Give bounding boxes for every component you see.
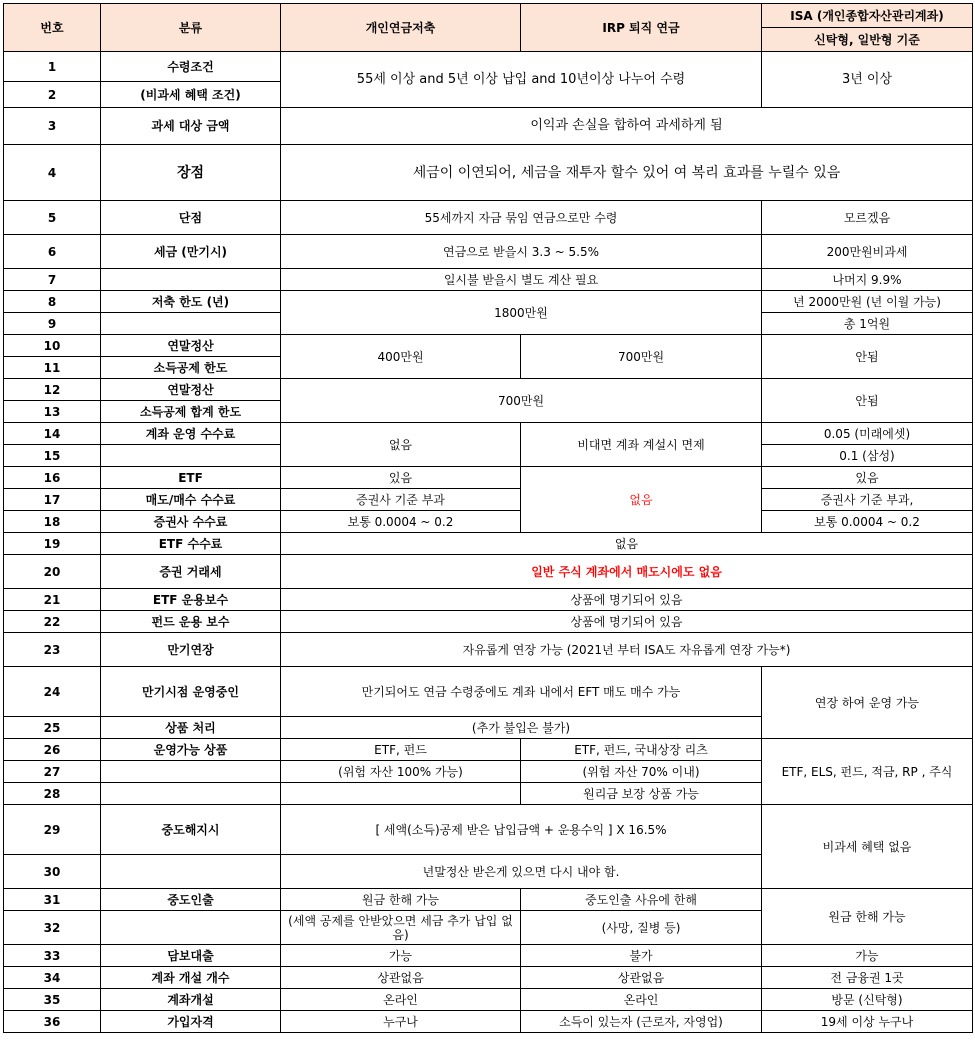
row-number[interactable]: 13 (4, 401, 101, 423)
row-number[interactable]: 27 (4, 761, 101, 783)
cell-r18-isa[interactable]: 보통 0.0004 ~ 0.2 (762, 511, 973, 533)
cell-r32-pension[interactable]: (세액 공제를 안받았으면 세금 추가 납입 없음) (281, 911, 521, 945)
row-category[interactable]: ETF (101, 467, 281, 489)
row-number[interactable]: 7 (4, 269, 101, 291)
header-isa[interactable]: ISA (개인종합자산관리계좌) (762, 4, 973, 28)
header-pension[interactable]: 개인연금저축 (281, 4, 521, 52)
cell-r28-irp[interactable]: 원리금 보장 상품 가능 (521, 783, 762, 805)
cell-r14-pension[interactable]: 없음 (281, 423, 521, 467)
cell-r26-irp[interactable]: ETF, 펀드, 국내상장 리츠 (521, 739, 762, 761)
row-category[interactable]: (비과세 혜택 조건) (101, 82, 281, 108)
cell-r23-all[interactable]: 자유롭게 연장 가능 (2021년 부터 ISA도 자유롭게 연장 가능*) (281, 633, 973, 667)
cell-r30-common[interactable]: 년말정산 받은게 있으면 다시 내야 함. (281, 855, 762, 889)
row-number[interactable]: 2 (4, 82, 101, 108)
row-category[interactable] (101, 761, 281, 783)
cell-r16-isa[interactable]: 있음 (762, 467, 973, 489)
cell-r17-pension[interactable]: 증권사 기준 부과 (281, 489, 521, 511)
cell-r12-common[interactable]: 700만원 (281, 379, 762, 423)
cell-r4-all[interactable]: 세금이 이연되어, 세금을 재투자 할수 있어 여 복리 효과를 누릴수 있음 (281, 145, 973, 201)
cell-r27-pension[interactable]: (위험 자산 100% 가능) (281, 761, 521, 783)
row-number[interactable]: 1 (4, 52, 101, 82)
row-category[interactable]: 계좌 운영 수수료 (101, 423, 281, 445)
row-category[interactable]: 계좌개설 (101, 989, 281, 1011)
cell-r10-isa[interactable]: 안됨 (762, 335, 973, 379)
table-row (4, 201, 973, 235)
row-number[interactable]: 10 (4, 335, 101, 357)
row-category[interactable]: 단점 (101, 201, 281, 235)
table-row (4, 739, 973, 761)
header-irp[interactable]: IRP 퇴직 연금 (521, 4, 762, 52)
row-number[interactable]: 18 (4, 511, 101, 533)
table-row (4, 511, 973, 533)
cell-r28-pension[interactable] (281, 783, 521, 805)
table-row (4, 145, 973, 201)
cell-r36-isa[interactable]: 19세 이상 누구나 (762, 1011, 973, 1033)
row-category[interactable] (101, 313, 281, 335)
row-category[interactable]: 중도인출 (101, 889, 281, 911)
cell-r33-pension[interactable]: 가능 (281, 945, 521, 967)
row-number[interactable]: 8 (4, 291, 101, 313)
table-row (4, 589, 973, 611)
row-category[interactable]: 만기연장 (101, 633, 281, 667)
row-category[interactable]: 만기시점 운영중인 (101, 667, 281, 717)
cell-r25-common[interactable]: (추가 불입은 불가) (281, 717, 762, 739)
row-number[interactable]: 30 (4, 855, 101, 889)
table-row (4, 423, 973, 445)
row-category[interactable]: 계좌 개설 개수 (101, 967, 281, 989)
cell-r6-isa[interactable]: 200만원비과세 (762, 235, 973, 269)
table-row (4, 269, 973, 291)
cell-r34-pension[interactable]: 상관없음 (281, 967, 521, 989)
table-row (4, 291, 973, 313)
cell-r3-all[interactable]: 이익과 손실을 합하여 과세하게 됨 (281, 108, 973, 145)
table-row (4, 335, 973, 357)
row-category[interactable] (101, 855, 281, 889)
cell-r1-common[interactable]: 55세 이상 and 5년 이상 납입 and 10년이상 나누어 수령 (281, 52, 762, 108)
cell-r12-isa[interactable]: 안됨 (762, 379, 973, 423)
table-row (4, 235, 973, 269)
row-category[interactable]: 운영가능 상품 (101, 739, 281, 761)
cell-r35-pension[interactable]: 온라인 (281, 989, 521, 1011)
cell-r22-all[interactable]: 상품에 명기되어 있음 (281, 611, 973, 633)
row-number[interactable]: 21 (4, 589, 101, 611)
cell-r29-isa[interactable]: 비과세 혜택 없음 (762, 805, 973, 889)
row-number[interactable]: 17 (4, 489, 101, 511)
cell-r24-isa[interactable]: 연장 하여 운영 가능 (762, 667, 973, 739)
table-row (4, 633, 973, 667)
cell-r15-isa[interactable]: 0.1 (삼성) (762, 445, 973, 467)
cell-r18-pension[interactable]: 보통 0.0004 ~ 0.2 (281, 511, 521, 533)
table-row (4, 108, 973, 145)
row-number[interactable]: 32 (4, 911, 101, 945)
cell-r5-isa[interactable]: 모르겠음 (762, 201, 973, 235)
cell-r19-all[interactable]: 없음 (281, 533, 973, 555)
header-row (4, 4, 973, 28)
row-category[interactable]: 펀드 운용 보수 (101, 611, 281, 633)
row-number[interactable]: 29 (4, 805, 101, 855)
row-category[interactable] (101, 269, 281, 291)
row-number[interactable]: 6 (4, 235, 101, 269)
cell-r6-common[interactable]: 연금으로 받을시 3.3 ~ 5.5% (281, 235, 762, 269)
row-number[interactable]: 22 (4, 611, 101, 633)
row-category[interactable]: 중도해지시 (101, 805, 281, 855)
cell-r9-isa[interactable]: 총 1억원 (762, 313, 973, 335)
row-category[interactable] (101, 783, 281, 805)
cell-r20-all[interactable]: 일반 주식 계좌에서 매도시에도 없음 (281, 555, 973, 589)
row-number[interactable]: 35 (4, 989, 101, 1011)
cell-r1-isa[interactable]: 3년 이상 (762, 52, 973, 108)
row-number[interactable]: 25 (4, 717, 101, 739)
row-category[interactable] (101, 445, 281, 467)
row-number[interactable]: 4 (4, 145, 101, 201)
table-row (4, 967, 973, 989)
row-category[interactable]: 소득공제 한도 (101, 357, 281, 379)
row-category[interactable]: 매도/매수 수수료 (101, 489, 281, 511)
row-category[interactable]: ETF 수수료 (101, 533, 281, 555)
cell-r29-common[interactable]: [ 세액(소득)공제 받은 납입금액 + 운용수익 ] X 16.5% (281, 805, 762, 855)
cell-r31-irp[interactable]: 중도인출 사유에 한해 (521, 889, 762, 911)
cell-r27-irp[interactable]: (위험 자산 70% 이내) (521, 761, 762, 783)
cell-r21-all[interactable]: 상품에 명기되어 있음 (281, 589, 973, 611)
row-number[interactable]: 23 (4, 633, 101, 667)
cell-r7-isa[interactable]: 나머지 9.9% (762, 269, 973, 291)
table-row (4, 52, 973, 82)
row-category[interactable]: 담보대출 (101, 945, 281, 967)
table-row (4, 667, 973, 717)
table-row (4, 467, 973, 489)
cell-r10-irp[interactable]: 700만원 (521, 335, 762, 379)
cell-r34-irp[interactable]: 상관없음 (521, 967, 762, 989)
row-category[interactable]: 연말정산 (101, 379, 281, 401)
cell-r33-irp[interactable]: 불가 (521, 945, 762, 967)
cell-r8-common[interactable]: 1800만원 (281, 291, 762, 335)
row-number[interactable]: 31 (4, 889, 101, 911)
cell-r8-isa[interactable]: 년 2000만원 (년 이월 가능) (762, 291, 973, 313)
cell-r24-common[interactable]: 만기되어도 연금 수령중에도 계좌 내에서 EFT 매도 매수 가능 (281, 667, 762, 717)
cell-r14-isa[interactable]: 0.05 (미래에셋) (762, 423, 973, 445)
row-number[interactable]: 15 (4, 445, 101, 467)
cell-r35-irp[interactable]: 온라인 (521, 989, 762, 1011)
table-row (4, 805, 973, 855)
cell-r36-irp[interactable]: 소득이 있는자 (근로자, 자영업) (521, 1011, 762, 1033)
row-category[interactable]: 증권 거래세 (101, 555, 281, 589)
cell-r33-isa[interactable]: 가능 (762, 945, 973, 967)
row-number[interactable]: 19 (4, 533, 101, 555)
row-category[interactable]: 가입자격 (101, 1011, 281, 1033)
cell-r26-pension[interactable]: ETF, 펀드 (281, 739, 521, 761)
row-category[interactable] (101, 911, 281, 945)
table-row (4, 1011, 973, 1033)
cell-r16-irp[interactable]: 없음 (521, 467, 762, 533)
cell-r17-isa[interactable]: 증권사 기준 부과, (762, 489, 973, 511)
cell-r16-pension[interactable]: 있음 (281, 467, 521, 489)
cell-r7-common[interactable]: 일시불 받을시 별도 계산 필요 (281, 269, 762, 291)
row-number[interactable]: 24 (4, 667, 101, 717)
table-row (4, 555, 973, 589)
cell-r5-common[interactable]: 55세까지 자금 묶임 연금으로만 수령 (281, 201, 762, 235)
table-row (4, 989, 973, 1011)
row-number[interactable]: 3 (4, 108, 101, 145)
header-isa-sub[interactable]: 신탁형, 일반형 기준 (762, 28, 973, 52)
row-number[interactable]: 33 (4, 945, 101, 967)
row-number[interactable]: 20 (4, 555, 101, 589)
row-number[interactable]: 28 (4, 783, 101, 805)
row-number[interactable]: 5 (4, 201, 101, 235)
row-number[interactable]: 34 (4, 967, 101, 989)
row-number[interactable]: 26 (4, 739, 101, 761)
comparison-table (3, 3, 973, 1033)
row-number[interactable]: 36 (4, 1011, 101, 1033)
table-row (4, 889, 973, 911)
row-category[interactable]: 과세 대상 금액 (101, 108, 281, 145)
row-category[interactable]: 세금 (만기시) (101, 235, 281, 269)
cell-r31-isa[interactable]: 원금 한해 가능 (762, 889, 973, 945)
table-row (4, 945, 973, 967)
cell-r34-isa[interactable]: 전 금융권 1곳 (762, 967, 973, 989)
table-row (4, 611, 973, 633)
row-category[interactable]: 증권사 수수료 (101, 511, 281, 533)
cell-r32-irp[interactable]: (사망, 질병 등) (521, 911, 762, 945)
row-number[interactable]: 16 (4, 467, 101, 489)
cell-r26-isa[interactable]: ETF, ELS, 펀드, 적금, RP , 주식 (762, 739, 973, 805)
cell-r10-pension[interactable]: 400만원 (281, 335, 521, 379)
cell-r31-pension[interactable]: 원금 한해 가능 (281, 889, 521, 911)
table-row (4, 533, 973, 555)
row-number[interactable]: 11 (4, 357, 101, 379)
row-number[interactable]: 14 (4, 423, 101, 445)
row-number[interactable]: 9 (4, 313, 101, 335)
row-category[interactable]: 연말정산 (101, 335, 281, 357)
header-category[interactable]: 분류 (101, 4, 281, 52)
cell-r14-irp[interactable]: 비대면 계좌 계설시 면제 (521, 423, 762, 467)
cell-r36-pension[interactable]: 누구나 (281, 1011, 521, 1033)
header-no[interactable]: 번호 (4, 4, 101, 52)
row-category[interactable]: 소득공제 합계 한도 (101, 401, 281, 423)
table-row (4, 379, 973, 401)
row-category[interactable]: 저축 한도 (년) (101, 291, 281, 313)
row-category[interactable]: 수령조건 (101, 52, 281, 82)
cell-r35-isa[interactable]: 방문 (신탁형) (762, 989, 973, 1011)
table-row (4, 489, 973, 511)
row-number[interactable]: 12 (4, 379, 101, 401)
row-category[interactable]: ETF 운용보수 (101, 589, 281, 611)
row-category[interactable]: 장점 (101, 145, 281, 201)
row-category[interactable]: 상품 처리 (101, 717, 281, 739)
